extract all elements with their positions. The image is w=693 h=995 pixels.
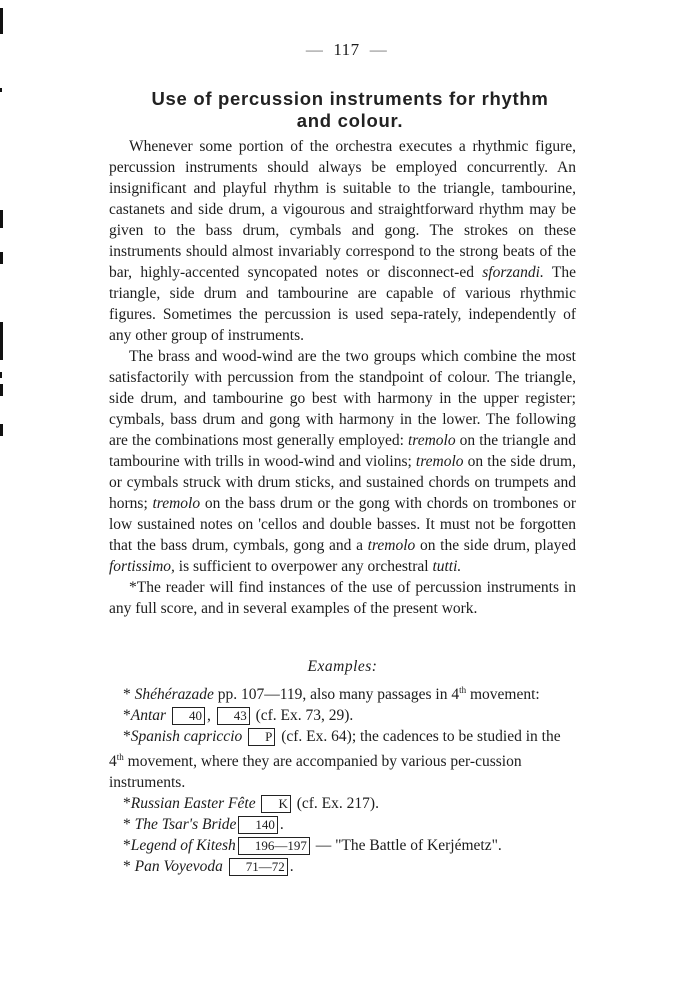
page-number-value: 117 (333, 40, 360, 59)
example-item: *Legend of Kitesh 196—197 — "The Battle of Kerjémetz". (123, 837, 502, 855)
scan-edge-mark (0, 372, 2, 378)
examples-heading: Examples: (307, 658, 378, 675)
example-item: * Pan Voyevoda 71—72 . (123, 858, 294, 876)
rehearsal-number-box: 71—72 (229, 858, 288, 876)
section-title (120, 88, 580, 132)
paragraph-rhythm: Whenever some portion of the orchestra executes a rhythmic figure, percussion instruments should always be employed concurrently. An insignificant and playful rhythm is suitable to the triangle, tambourine, castanets and side drum, a vigourous and straightforward rhythm may be given to the bass drum, cymbals and gong. The strokes on these instruments should almost invariably correspond to the strong beats of the bar, highly-accented syncopated notes or disconnect-ed sforzandi. The triangle, side drum and tambourine are capable of various rhythmic figures. Sometimes the percussion is used sepa-rately, independently of any other group of instruments. (109, 138, 576, 344)
page-number-dash-right: — (369, 40, 388, 59)
scan-edge-mark (0, 88, 2, 92)
example-item: *Russian Easter Fête K (cf. Ex. 217). (123, 795, 379, 813)
rehearsal-number-box: K (261, 795, 290, 813)
page-number (0, 40, 693, 60)
body-text (109, 136, 576, 619)
rehearsal-number-box: 40 (172, 707, 205, 725)
section-title-line-1: Use of percussion instruments for rhythm (151, 88, 549, 109)
paragraph-reader-note: *The reader will find instances of the use of percussion instruments in any full score, and in several examples of the present work. (109, 579, 576, 617)
example-item: * Shéhérazade pp. 107—119, also many passages in 4th movement: (123, 685, 540, 704)
scan-edge-mark (0, 384, 3, 396)
example-item: *Spanish capriccio P (cf. Ex. 64); the cadences to be studied in the 4th movement, where they are accompanied by various per-cussion instruments. (109, 728, 561, 792)
example-item: *Antar 40 , 43 (cf. Ex. 73, 29). (123, 707, 354, 725)
page-number-dash-left: — (305, 40, 324, 59)
scan-edge-mark (0, 252, 3, 264)
example-item: * The Tsar's Bride 140 . (123, 816, 284, 834)
scan-edge-mark (0, 8, 3, 34)
scan-edge-mark (0, 210, 3, 228)
scan-edge-mark (0, 424, 3, 436)
scan-edge-mark (0, 322, 3, 360)
section-title-line-2: and colour. (296, 110, 404, 131)
rehearsal-number-box: 43 (217, 707, 250, 725)
rehearsal-number-box: P (248, 728, 275, 746)
paragraph-colour: The brass and wood-wind are the two groups which combine the most satisfactorily with percussion from the standpoint of colour. The triangle, side drum, and tambourine go best with harmony in the upper register; cymbals, bass drum and gong with harmony in the lower. The following are the combinations most generally employed: tremolo on the triangle and tambourine with trills in wood-wind and violins; tremolo on the side drum, or cymbals struck with drum sticks, and sustained chords on trumpets and horns; tremolo on the bass drum or the gong with chords on trombones or low sustained notes on 'cellos and double basses. It must not be forgotten that the bass drum, cymbals, gong and a tremolo on the side drum, played fortissimo, is sufficient to overpower any orchestral tutti. (109, 348, 576, 575)
rehearsal-number-box: 140 (238, 816, 278, 834)
rehearsal-number-box: 196—197 (238, 837, 310, 855)
examples-list (109, 656, 576, 877)
